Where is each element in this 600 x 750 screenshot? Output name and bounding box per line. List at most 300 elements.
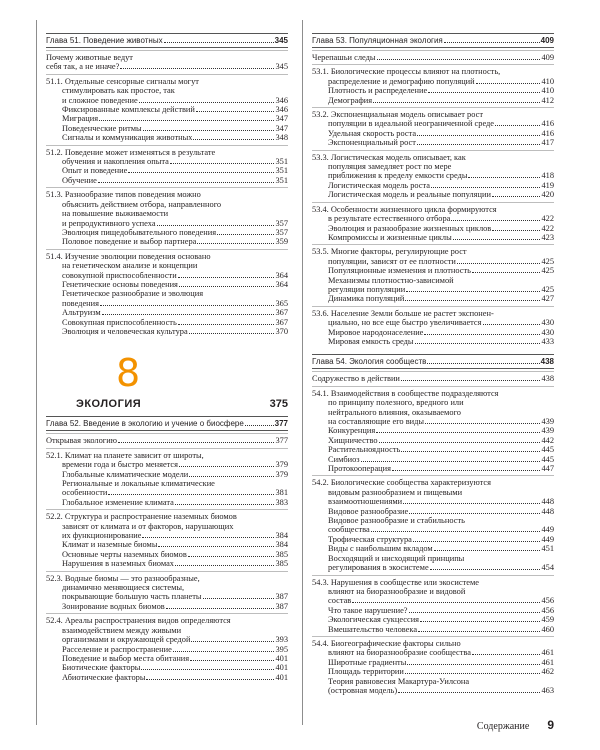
toc-entry[interactable] bbox=[312, 205, 554, 224]
entry-last-line bbox=[312, 497, 554, 506]
toc-subentry[interactable] bbox=[312, 507, 554, 516]
toc-subentry[interactable] bbox=[312, 294, 554, 303]
entry-text: влияют на биоразнообразие и видовой bbox=[328, 586, 466, 596]
entry-text: зависят от климата и от факторов, нарушающих bbox=[62, 521, 234, 531]
entry-separator bbox=[46, 448, 288, 449]
entry-text: регуляции популяции bbox=[328, 284, 406, 294]
entry-page: 463 bbox=[541, 685, 554, 695]
entry-separator bbox=[312, 50, 554, 51]
entry-text: Глобальные климатические модели bbox=[62, 469, 189, 479]
toc-subentry[interactable] bbox=[312, 436, 554, 445]
toc-entry[interactable] bbox=[312, 478, 554, 506]
part-number: 8 bbox=[116, 351, 141, 396]
chapter-53-heading[interactable] bbox=[312, 33, 554, 48]
entry-text: Экспоненциальный рост bbox=[328, 138, 416, 148]
part-8-title-bar[interactable] bbox=[46, 398, 288, 410]
entry-text: объяснить действием отбора, направленного bbox=[62, 199, 222, 209]
entry-last-line bbox=[312, 615, 554, 624]
toc-entry[interactable] bbox=[312, 110, 554, 129]
toc-entry[interactable] bbox=[46, 616, 288, 644]
entry-text: состав bbox=[328, 596, 352, 606]
chapter-52-heading[interactable] bbox=[46, 416, 288, 431]
entry-text: Миграция bbox=[62, 114, 99, 124]
entry-page: 417 bbox=[541, 138, 554, 148]
entry-text: 51.1. Отдельные сенсорные сигналы могут bbox=[46, 76, 199, 86]
entry-text: 54.3. Нарушения в сообществе или экосистеме bbox=[312, 577, 480, 587]
entry-page: 409 bbox=[541, 53, 554, 62]
entry-separator bbox=[312, 306, 554, 307]
entry-last-line bbox=[312, 544, 554, 553]
entry-page: 364 bbox=[275, 279, 288, 289]
toc-subentry[interactable] bbox=[46, 645, 288, 654]
toc-entry[interactable] bbox=[312, 309, 554, 328]
entry-separator bbox=[312, 475, 554, 476]
entry-text: Поведенческие ритмы bbox=[62, 123, 142, 133]
entry-text: Нарушения в наземных биомах bbox=[62, 559, 174, 569]
entry-separator bbox=[46, 50, 288, 51]
toc-entry[interactable] bbox=[46, 77, 288, 105]
leader-dots bbox=[451, 220, 540, 221]
entry-text: Расселение и распространение bbox=[62, 644, 172, 654]
entry-last-line bbox=[312, 318, 554, 327]
leader-dots bbox=[431, 187, 540, 188]
entry-text: Конкуренция bbox=[328, 426, 376, 436]
toc-subentry[interactable] bbox=[312, 606, 554, 615]
entry-page: 419 bbox=[541, 180, 554, 190]
entry-last-line bbox=[46, 237, 288, 246]
entry-page: 387 bbox=[275, 601, 288, 611]
entry-last-line bbox=[312, 328, 554, 337]
toc-subentry[interactable] bbox=[46, 166, 288, 175]
entry-last-line bbox=[312, 464, 554, 473]
toc-subentry[interactable] bbox=[312, 544, 554, 553]
toc-entry[interactable] bbox=[46, 53, 288, 72]
entry-text: приближения к пределу емкости среды bbox=[328, 171, 468, 181]
entry-page: 420 bbox=[541, 190, 554, 200]
entry-last-line bbox=[312, 233, 554, 242]
leader-dots bbox=[128, 172, 274, 173]
entry-text: Обучение bbox=[62, 175, 97, 185]
entry-page: 346 bbox=[275, 105, 288, 115]
leader-dots bbox=[179, 466, 274, 467]
footer-label: Содержание bbox=[476, 721, 530, 732]
entry-last-line bbox=[312, 445, 554, 454]
entry-text: по принципу полезного, вредного или bbox=[328, 398, 464, 408]
toc-subentry[interactable] bbox=[312, 615, 554, 624]
toc-subentry[interactable] bbox=[312, 224, 554, 233]
entry-text: Сигналы и коммуникация животных bbox=[62, 133, 193, 143]
entry-text: циально, но все еще быстро увеличивается bbox=[328, 318, 482, 328]
entry-last-line bbox=[312, 606, 554, 615]
chapter-page: 345 bbox=[274, 36, 288, 45]
part-8-number bbox=[46, 351, 288, 396]
leader-dots bbox=[392, 470, 540, 471]
toc-subentry[interactable] bbox=[312, 445, 554, 454]
entry-last-line bbox=[46, 540, 288, 549]
entry-text: Альтруизм bbox=[62, 308, 101, 318]
leader-dots bbox=[472, 272, 540, 273]
chapter-page: 438 bbox=[540, 357, 554, 367]
entry-last-line bbox=[312, 190, 554, 199]
toc-subentry[interactable] bbox=[312, 667, 554, 676]
chapter-54-heading[interactable] bbox=[312, 354, 554, 369]
leader-dots bbox=[407, 664, 540, 665]
part-title: ЭКОЛОГИЯ bbox=[76, 398, 142, 411]
toc-entry[interactable] bbox=[46, 574, 288, 602]
entry-text: Мировая емкость среды bbox=[328, 336, 414, 346]
entry-last-line bbox=[46, 559, 288, 568]
entry-text: Видовое разнообразие и стабильность bbox=[328, 516, 465, 526]
chapter-title: Глава 54. Экология сообществ bbox=[312, 357, 427, 367]
entry-text: поведения bbox=[62, 298, 99, 308]
toc-entry[interactable] bbox=[312, 374, 554, 383]
entry-last-line bbox=[312, 285, 554, 294]
toc-entry[interactable] bbox=[312, 247, 554, 266]
leader-dots bbox=[157, 225, 275, 226]
entry-text: нейтрального влияния, оказываемого bbox=[328, 407, 461, 417]
entry-last-line bbox=[312, 426, 554, 435]
entry-text: Поведение и выбор места обитания bbox=[62, 653, 190, 663]
entry-text: Популяционные изменения и плотность bbox=[328, 266, 471, 276]
entry-text: Широтные градиенты bbox=[328, 657, 407, 667]
entry-text: Хищничество bbox=[328, 435, 378, 445]
leader-dots bbox=[424, 334, 540, 335]
leader-dots bbox=[376, 432, 540, 433]
toc-subentry[interactable] bbox=[46, 479, 288, 498]
entry-text: Механизмы плотностно-зависимой bbox=[328, 275, 454, 285]
entry-text: Видовое разнообразие bbox=[328, 506, 409, 516]
leader-dots bbox=[118, 442, 274, 443]
leader-dots bbox=[203, 598, 275, 599]
entry-page: 418 bbox=[541, 171, 554, 181]
entry-page: 381 bbox=[275, 488, 288, 498]
entry-text: Биотические факторы bbox=[62, 663, 141, 673]
toc-subentry[interactable] bbox=[312, 426, 554, 435]
entry-last-line bbox=[312, 667, 554, 676]
entry-text: на повышение выживаемости bbox=[62, 209, 169, 219]
entry-page: 387 bbox=[275, 592, 288, 602]
leader-dots bbox=[495, 125, 540, 126]
entry-text: Почему животные ведут bbox=[46, 53, 133, 62]
entry-last-line bbox=[46, 219, 288, 228]
entry-page: 347 bbox=[275, 114, 288, 124]
entry-separator bbox=[46, 571, 288, 572]
leader-dots bbox=[434, 550, 541, 551]
toc-subentry[interactable] bbox=[312, 129, 554, 138]
leader-dots bbox=[406, 291, 540, 292]
entry-text: Эволюция и человеческая культура bbox=[62, 326, 188, 336]
toc-subentry[interactable] bbox=[46, 673, 288, 682]
entry-text: 53.2. Экспоненциальная модель описывает рост bbox=[312, 110, 484, 120]
toc-subentry[interactable] bbox=[46, 228, 288, 237]
entry-last-line bbox=[312, 686, 554, 695]
entry-text: Зонирование водных биомов bbox=[62, 601, 165, 611]
leader-dots bbox=[197, 243, 274, 244]
leader-dots bbox=[405, 300, 540, 301]
leader-dots bbox=[102, 314, 275, 315]
entry-text: Совокупная приспособленность bbox=[62, 317, 177, 327]
entry-page: 395 bbox=[275, 644, 288, 654]
entry-page: 401 bbox=[275, 672, 288, 682]
toc-subentry[interactable] bbox=[312, 86, 554, 95]
entry-page: 448 bbox=[541, 506, 554, 516]
entry-separator bbox=[46, 187, 288, 188]
entry-text: 54.4. Биогеографические факторы сильно bbox=[312, 638, 461, 648]
leader-dots bbox=[373, 102, 540, 103]
entry-text: Площадь территории bbox=[328, 667, 404, 677]
toc-subentry[interactable] bbox=[312, 266, 554, 275]
entry-last-line bbox=[312, 77, 554, 86]
entry-last-line bbox=[312, 257, 554, 266]
entry-text: популяции, зависят от ее плотности bbox=[328, 256, 456, 266]
toc-subentry[interactable] bbox=[46, 654, 288, 663]
leader-dots bbox=[166, 608, 275, 609]
leader-dots bbox=[120, 68, 274, 69]
entry-page: 359 bbox=[275, 237, 288, 247]
toc-subentry[interactable] bbox=[46, 540, 288, 549]
leader-dots bbox=[417, 135, 540, 136]
entry-text: Эволюция пищедобывательного поведения bbox=[62, 227, 217, 237]
entry-text: 51.4. Изучение эволюции поведения основано bbox=[46, 251, 211, 261]
entry-last-line bbox=[46, 592, 288, 601]
entry-text: Растительноядность bbox=[328, 445, 401, 455]
leader-dots bbox=[189, 476, 274, 477]
entry-last-line bbox=[312, 294, 554, 303]
entry-last-line bbox=[46, 176, 288, 185]
toc-subentry[interactable] bbox=[312, 677, 554, 696]
entry-separator bbox=[312, 636, 554, 637]
toc-subentry[interactable] bbox=[46, 470, 288, 479]
entry-text: 54.1. Взаимодействия в сообществе подразделяются bbox=[312, 388, 499, 398]
entry-page: 422 bbox=[541, 223, 554, 233]
toc-subentry[interactable] bbox=[46, 124, 288, 133]
leader-dots bbox=[413, 541, 541, 542]
toc-entry[interactable] bbox=[46, 148, 288, 167]
toc-subentry[interactable] bbox=[46, 289, 288, 308]
entry-last-line bbox=[312, 214, 554, 223]
leader-dots bbox=[196, 111, 275, 112]
entry-last-line bbox=[312, 119, 554, 128]
toc-entry[interactable] bbox=[312, 639, 554, 658]
entry-separator bbox=[312, 107, 554, 108]
entry-page: 412 bbox=[541, 95, 554, 105]
entry-text: Опыт и поведение bbox=[62, 166, 128, 176]
chapter-title: Глава 51. Поведение животных bbox=[46, 36, 163, 45]
entry-text: их функционирование bbox=[62, 531, 142, 541]
entry-last-line bbox=[46, 488, 288, 497]
leader-dots bbox=[164, 42, 274, 43]
leader-dots bbox=[403, 503, 540, 504]
leader-dots bbox=[173, 651, 275, 652]
toc-entry[interactable] bbox=[312, 67, 554, 86]
toc-subentry[interactable] bbox=[312, 464, 554, 473]
entry-last-line bbox=[46, 673, 288, 682]
entry-last-line bbox=[312, 171, 554, 180]
entry-text: Теория равновесия Макартура-Уилсона bbox=[328, 676, 470, 686]
toc-subentry[interactable] bbox=[46, 663, 288, 672]
entry-last-line bbox=[46, 602, 288, 611]
entry-page: 384 bbox=[275, 540, 288, 550]
entry-separator bbox=[312, 202, 554, 203]
entry-last-line bbox=[46, 318, 288, 327]
entry-text: Экологическая сукцессия bbox=[328, 615, 420, 625]
entry-text: Глобальное изменение климата bbox=[62, 497, 174, 507]
entry-page: 445 bbox=[541, 454, 554, 464]
entry-last-line bbox=[312, 224, 554, 233]
toc-subentry[interactable] bbox=[312, 233, 554, 242]
toc-entry[interactable] bbox=[46, 451, 288, 470]
leader-dots bbox=[415, 343, 541, 344]
entry-page: 430 bbox=[541, 327, 554, 337]
chapter-54-entries bbox=[312, 371, 554, 695]
leader-dots bbox=[142, 537, 274, 538]
toc-subentry[interactable] bbox=[46, 105, 288, 114]
toc-subentry[interactable] bbox=[46, 550, 288, 559]
entry-text: Что такое нарушение? bbox=[328, 605, 408, 615]
entry-text: взаимоотношениями bbox=[328, 497, 403, 507]
toc-subentry[interactable] bbox=[46, 318, 288, 327]
toc-subentry[interactable] bbox=[46, 176, 288, 185]
entry-last-line bbox=[46, 663, 288, 672]
entry-last-line bbox=[46, 550, 288, 559]
entry-separator bbox=[312, 386, 554, 387]
entry-page: 456 bbox=[541, 605, 554, 615]
entry-page: 357 bbox=[275, 218, 288, 228]
entry-page: 439 bbox=[541, 426, 554, 436]
toc-entry[interactable] bbox=[312, 578, 554, 606]
leader-dots bbox=[425, 423, 540, 424]
entry-page: 456 bbox=[541, 596, 554, 606]
entry-text: 53.6. Население Земли больше не растет экспонен- bbox=[312, 308, 494, 318]
entry-page: 462 bbox=[541, 667, 554, 677]
entry-last-line bbox=[312, 625, 554, 634]
toc-entry[interactable] bbox=[312, 153, 554, 181]
entry-text: и сложное поведение bbox=[62, 95, 138, 105]
toc-subentry[interactable] bbox=[312, 96, 554, 105]
entry-text: себя так, а не иначе? bbox=[46, 62, 120, 72]
toc-subentry[interactable] bbox=[46, 498, 288, 507]
leader-dots bbox=[98, 182, 275, 183]
entry-page: 448 bbox=[541, 497, 554, 507]
leader-dots bbox=[141, 669, 274, 670]
leader-dots bbox=[444, 42, 540, 43]
toc-subentry[interactable] bbox=[46, 308, 288, 317]
toc-subentry[interactable] bbox=[312, 554, 554, 573]
entry-last-line bbox=[46, 271, 288, 280]
leader-dots bbox=[428, 92, 540, 93]
entry-last-line bbox=[46, 133, 288, 142]
entry-text: особенности bbox=[62, 488, 108, 498]
toc-subentry[interactable] bbox=[312, 328, 554, 337]
toc-subentry[interactable] bbox=[312, 535, 554, 544]
entry-page: 425 bbox=[541, 256, 554, 266]
leader-dots bbox=[158, 546, 274, 547]
toc-entry[interactable] bbox=[46, 512, 288, 540]
leader-dots bbox=[191, 641, 274, 642]
toc-subentry[interactable] bbox=[312, 658, 554, 667]
toc-subentry[interactable] bbox=[312, 190, 554, 199]
toc-entry[interactable] bbox=[312, 389, 554, 427]
entry-text: популяции в идеальной неограниченной среде bbox=[328, 119, 495, 129]
chapter-51-heading[interactable] bbox=[46, 33, 288, 48]
toc-entry[interactable] bbox=[312, 53, 554, 62]
entry-page: 427 bbox=[541, 294, 554, 304]
entry-text: Основные черты наземных биомов bbox=[62, 549, 187, 559]
entry-page: 385 bbox=[275, 549, 288, 559]
entry-text: влияют на биоразнообразие сообщества bbox=[328, 648, 471, 658]
entry-separator bbox=[46, 249, 288, 250]
toc-subentry[interactable] bbox=[312, 455, 554, 464]
entry-separator bbox=[312, 150, 554, 151]
entry-last-line bbox=[46, 62, 288, 71]
leader-dots bbox=[99, 120, 274, 121]
toc-subentry[interactable] bbox=[46, 602, 288, 611]
leader-dots bbox=[483, 324, 541, 325]
entry-last-line bbox=[312, 455, 554, 464]
entry-text: сообщества bbox=[328, 525, 370, 535]
leader-dots bbox=[420, 621, 540, 622]
entry-page: 460 bbox=[541, 624, 554, 634]
leader-dots bbox=[453, 239, 541, 240]
toc-subentry[interactable] bbox=[312, 181, 554, 190]
entry-text: совокупной приспособленности bbox=[62, 270, 177, 280]
leader-dots bbox=[468, 177, 540, 178]
entry-last-line bbox=[312, 535, 554, 544]
toc-subentry[interactable] bbox=[312, 276, 554, 295]
entry-text: 52.1. Климат на планете зависит от широты, bbox=[46, 450, 204, 460]
toc-subentry[interactable] bbox=[46, 237, 288, 246]
leader-dots bbox=[175, 565, 274, 566]
entry-text: 52.3. Водные биомы — это разнообразные, bbox=[46, 573, 200, 583]
entry-text: 52.4. Ареалы распространения видов определяются bbox=[46, 616, 231, 626]
toc-subentry[interactable] bbox=[46, 559, 288, 568]
toc-subentry[interactable] bbox=[46, 133, 288, 142]
leader-dots bbox=[139, 102, 275, 103]
toc-entry[interactable] bbox=[46, 436, 288, 445]
leader-dots bbox=[190, 660, 274, 661]
toc-subentry[interactable] bbox=[46, 114, 288, 123]
leader-dots bbox=[409, 612, 541, 613]
entry-last-line bbox=[46, 531, 288, 540]
entry-page: 461 bbox=[541, 648, 554, 658]
entry-last-line bbox=[312, 337, 554, 346]
leader-dots bbox=[430, 569, 541, 570]
entry-page: 379 bbox=[275, 469, 288, 479]
toc-entry[interactable] bbox=[46, 252, 288, 280]
leader-dots bbox=[175, 504, 275, 505]
toc-subentry[interactable] bbox=[46, 327, 288, 336]
toc-subentry[interactable] bbox=[312, 138, 554, 147]
entry-text: 52.2. Структура и распространение наземных биомов bbox=[46, 512, 237, 522]
entry-text: Восходящий и нисходящий принципы bbox=[328, 553, 465, 563]
entry-page: 425 bbox=[541, 266, 554, 276]
entry-separator bbox=[46, 509, 288, 510]
entry-last-line bbox=[312, 129, 554, 138]
toc-subentry[interactable] bbox=[312, 337, 554, 346]
entry-last-line bbox=[312, 507, 554, 516]
toc-subentry[interactable] bbox=[312, 516, 554, 535]
toc-entry[interactable] bbox=[46, 190, 288, 228]
entry-text: популяция замедляет рост по мере bbox=[328, 162, 452, 172]
entry-text: 51.2. Поведение может изменяться в результате bbox=[46, 147, 216, 157]
leader-dots bbox=[193, 139, 274, 140]
part-page: 375 bbox=[269, 398, 288, 411]
toc-subentry[interactable] bbox=[46, 280, 288, 289]
entry-text: Мировое народонаселение bbox=[328, 327, 424, 337]
entry-page: 438 bbox=[541, 374, 554, 384]
toc-subentry[interactable] bbox=[312, 625, 554, 634]
entry-text: динамично меняющиеся системы, bbox=[62, 583, 185, 593]
